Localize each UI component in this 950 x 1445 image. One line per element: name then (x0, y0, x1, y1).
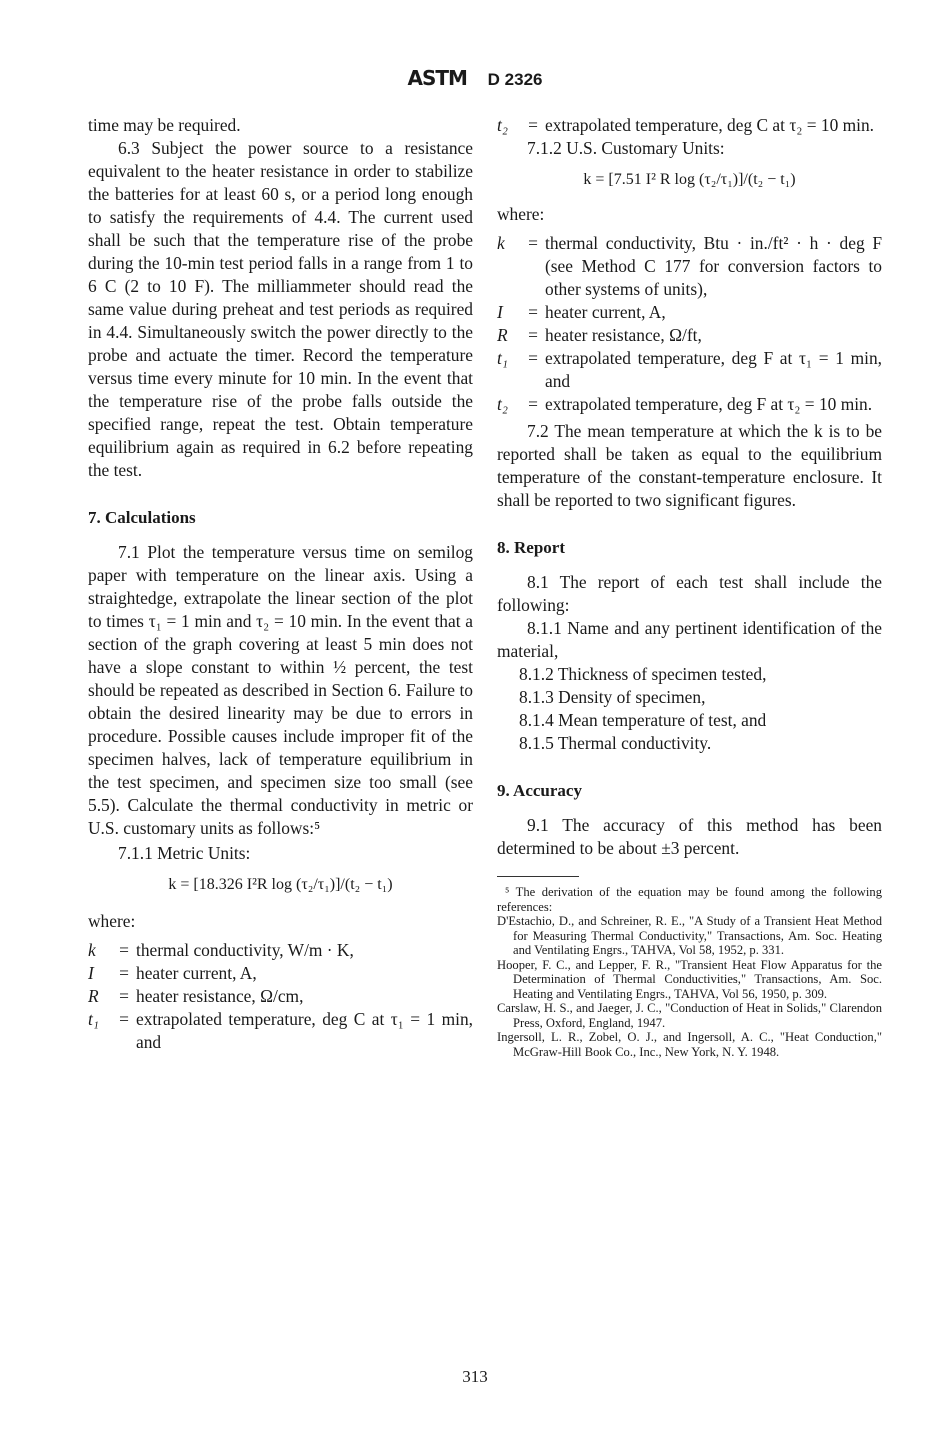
footnotes (497, 885, 882, 1059)
definition-t1: t₁ = extrapolated temperature, deg C at τ₁ = 1 min, and (88, 1009, 473, 1052)
designation: D 2326 (487, 70, 543, 89)
definition-k: k = thermal conductivity, W/m · K, (88, 940, 354, 960)
footnote-rule (497, 876, 579, 877)
paragraph-7-1-1: 7.1.1 Metric Units: (118, 843, 251, 863)
paragraph-7-1-2: 7.1.2 U.S. Customary Units: (527, 138, 725, 158)
footnote-ref: Hooper, F. C., and Lepper, F. R., "Transient Heat Flow Apparatus for the Determination of Thermal Conductivities," Transactions, Am. Soc. Heating and Ventilating Engrs., TAHVA, Vol 56, 1950, p. 309. (497, 957, 882, 1001)
where-label: where: (88, 911, 136, 931)
where-label-2: where: (497, 204, 545, 224)
definition-r: R = heater resistance, Ω/cm, (88, 986, 304, 1006)
definition-t2-metric: t₂ = extrapolated temperature, deg C at τ₂ = 10 min. (497, 115, 875, 135)
definition-list-customary (497, 232, 882, 416)
left-column (88, 114, 473, 1054)
definition-i: I = heater current, A, (88, 963, 257, 983)
definition-t2-2: t₂ = extrapolated temperature, deg F at τ₂ = 10 min. (497, 394, 873, 414)
list-item: 8.1.4 Mean temperature of test, and (519, 710, 767, 730)
heading-report: 8. Report (497, 538, 565, 557)
paragraph-continuation: time may be required. (88, 115, 241, 135)
paragraph-8-1: 8.1 The report of each test shall include the following: (497, 572, 882, 615)
page-header (0, 66, 950, 90)
list-item: 8.1.5 Thermal conductivity. (519, 733, 712, 753)
footnote-intro: ⁵ The derivation of the equation may be found among the following references: (497, 885, 882, 914)
paragraph-6-3: 6.3 Subject the power source to a resistance equivalent to the heater resistance in order to stabilize the batteries for at least 60 s, or a period long enough to satisfy the requirements of 4.4. The current used shall be such that the temperature rise of the probe during the 10-min test period falls in a range from 1 to 6 C (2 to 10 F). The milliammeter should read the same value during preheat and test periods as required in 4.4. Simultaneously switch the power directly to the probe and actuate the timer. Record the temperature versus time every minute for 10 min. In the event that the temperature rise of the probe falls outside the specified range, repeat the test. Obtain temperature equilibrium again as required in 6.2 before repeating the test. (88, 138, 473, 480)
astm-logo: ASTM (407, 66, 467, 90)
paragraph-8-1-1: 8.1.1 Name and any pertinent identification of the material, (497, 618, 882, 661)
footnote-ref: Carslaw, H. S., and Jaeger, J. C., "Conduction of Heat in Solids," Clarendon Press, Oxford, England, 1947. (497, 1001, 882, 1030)
definition-k-2: k = thermal conductivity, Btu · in./ft² · h · deg F (see Method C 177 for conversion factors to other systems of units), (497, 233, 882, 299)
paragraph-9-1: 9.1 The accuracy of this method has been determined to be about ±3 percent. (497, 815, 882, 858)
footnote-ref: Ingersoll, L. R., Zobel, O. J., and Ingersoll, A. C., "Heat Conduction," McGraw-Hill Book Co., Inc., New York, N. Y. 1948. (497, 1030, 882, 1059)
page-number: 313 (462, 1367, 488, 1386)
definition-t1-2: t₁ = extrapolated temperature, deg F at τ₁ = 1 min, and (497, 348, 882, 391)
definition-i-2: I = heater current, A, (497, 302, 666, 322)
heading-accuracy: 9. Accuracy (497, 781, 582, 800)
paragraph-7-2: 7.2 The mean temperature at which the k is to be reported shall be taken as equal to the equilibrium temperature of the constant-temperature enclosure. It shall be reported to two significant figures. (497, 421, 882, 510)
heading-calculations: 7. Calculations (88, 508, 196, 527)
definition-r-2: R = heater resistance, Ω/ft, (497, 325, 702, 345)
footnote-ref: D'Estachio, D., and Schreiner, R. E., "A Study of a Transient Heat Method for Measuring Thermal Conductivity," Transactions, Am. Soc. Heating and Ventilating Engrs., TAHVA, Vol 58, 1952, p. 331. (497, 914, 882, 957)
list-item: 8.1.2 Thickness of specimen tested, (519, 664, 767, 684)
paragraph-7-1: 7.1 Plot the temperature versus time on semilog paper with temperature on the linear axis. Using a straightedge, extrapolate the linear section of the plot to times τ₁ = 1 min and τ₂ = 10 min. In the event that a section of the graph covering at least 5 min does not have a slope constant to within ½ percent, the test should be repeated as described in Section 6. Failure to obtain the desired linearity may be due to errors in procedure. Possible causes include improper fit of the specimen halves, lack of temperature equilibrium in the test specimen, and specimen size too small (see 5.5). Calculate the thermal conductivity in metric or U.S. customary units as follows:⁵ (88, 542, 473, 838)
right-column (497, 114, 882, 1059)
equation-metric: k = [18.326 I²R log (τ₂/τ₁)]/(t₂ − t₁) (168, 876, 393, 893)
equation-customary: k = [7.51 I² R log (τ₂/τ₁)]/(t₂ − t₁) (583, 171, 796, 188)
list-item: 8.1.3 Density of specimen, (519, 687, 706, 707)
definition-list-metric (88, 939, 473, 1054)
